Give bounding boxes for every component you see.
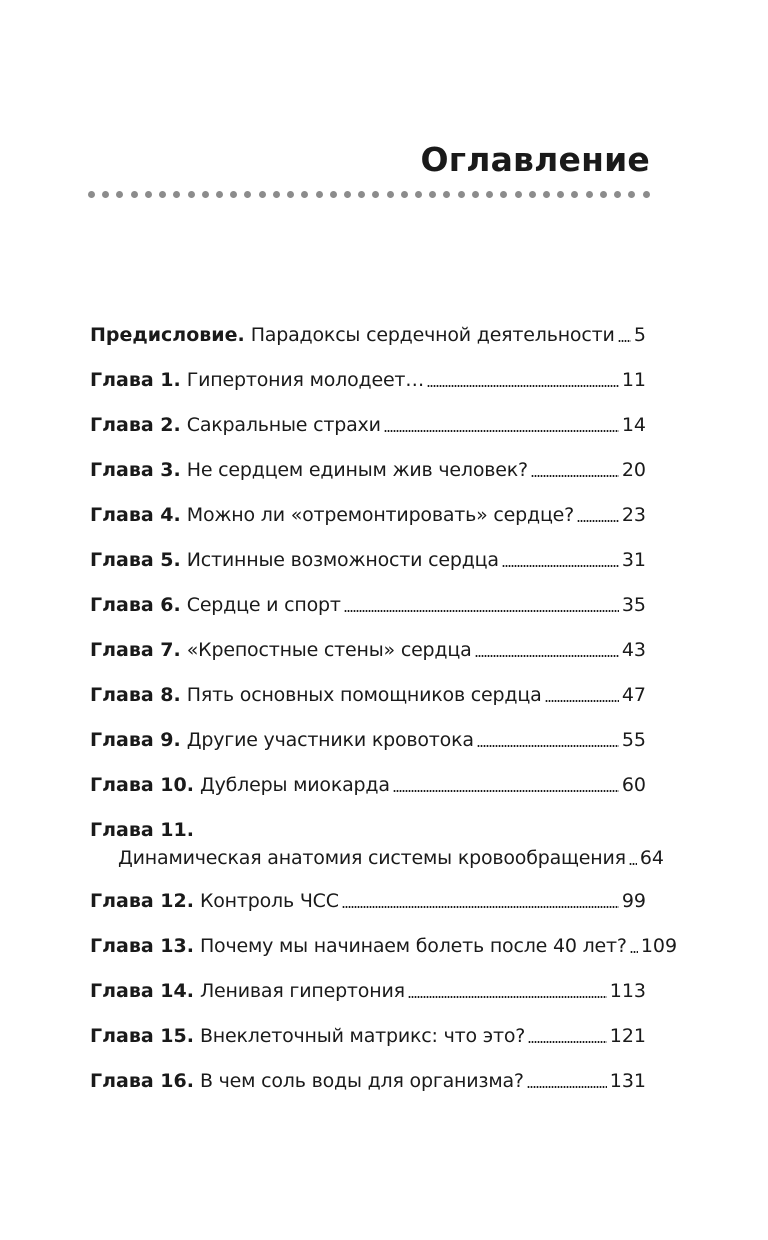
toc-entry-page: 23 bbox=[621, 504, 646, 526]
toc-entry-title: Не сердцем единым жив человек? bbox=[186, 459, 528, 481]
toc-entry-label: Глава 9. bbox=[90, 729, 181, 751]
toc-entry-label: Предисловие. bbox=[90, 324, 245, 346]
toc-entry-page: 99 bbox=[621, 890, 646, 912]
toc-entry-chapter-16[interactable] bbox=[90, 1068, 646, 1094]
divider-dot bbox=[102, 191, 109, 198]
divider-dot bbox=[273, 191, 280, 198]
dot-leader bbox=[527, 1086, 607, 1088]
dot-leader bbox=[528, 1041, 607, 1043]
toc-entry-page: 31 bbox=[621, 549, 646, 571]
dot-leader bbox=[629, 863, 637, 865]
dot-leader bbox=[545, 700, 619, 702]
dot-leader bbox=[384, 430, 619, 432]
divider-dot bbox=[586, 191, 593, 198]
divider-dot bbox=[486, 191, 493, 198]
toc-entry-label: Глава 15. bbox=[90, 1025, 194, 1047]
dot-leader bbox=[531, 475, 619, 477]
divider-dot bbox=[443, 191, 450, 198]
toc-entry-label: Глава 3. bbox=[90, 459, 181, 481]
toc-entry-chapter-4[interactable] bbox=[90, 502, 646, 528]
toc-entry-chapter-11-label[interactable]: Глава 11. bbox=[90, 819, 194, 841]
toc-entry-chapter-10[interactable] bbox=[90, 772, 646, 798]
toc-entry-page: 11 bbox=[621, 369, 646, 391]
divider-dot bbox=[116, 191, 123, 198]
toc-entry-title: Почему мы начинаем болеть после 40 лет? bbox=[199, 935, 627, 957]
toc-entry-label: Глава 4. bbox=[90, 504, 181, 526]
toc-entry-page: 20 bbox=[621, 459, 646, 481]
divider-dot bbox=[372, 191, 379, 198]
divider-dot bbox=[344, 191, 351, 198]
toc-entry-chapter-6[interactable] bbox=[90, 592, 646, 618]
dot-leader bbox=[618, 340, 631, 342]
toc-entry-chapter-13[interactable] bbox=[90, 933, 678, 959]
toc-entry-title: Парадоксы сердечной деятельности bbox=[250, 324, 615, 346]
toc-entry-page: 55 bbox=[621, 729, 646, 751]
toc-entry-title: «Крепостные стены» сердца bbox=[186, 639, 472, 661]
divider-dot bbox=[614, 191, 621, 198]
toc-entry-title: Ленивая гипертония bbox=[199, 980, 405, 1002]
divider-dot bbox=[500, 191, 507, 198]
divider-dot bbox=[429, 191, 436, 198]
toc-entry-page: 5 bbox=[633, 324, 646, 346]
toc-entry-page: 35 bbox=[621, 594, 646, 616]
dot-leader bbox=[577, 520, 619, 522]
toc-entry-title: Дублеры миокарда bbox=[199, 774, 390, 796]
dot-leader bbox=[393, 790, 619, 792]
dot-leader bbox=[408, 996, 607, 998]
toc-entry-title: Истинные возможности сердца bbox=[186, 549, 499, 571]
toc-entry-title: Другие участники кровотока bbox=[186, 729, 474, 751]
divider-dot bbox=[472, 191, 479, 198]
toc-entry-chapter-1[interactable] bbox=[90, 367, 646, 393]
divider-dot bbox=[643, 191, 650, 198]
divider-dot bbox=[244, 191, 251, 198]
dot-leader bbox=[475, 655, 619, 657]
toc-entry-label: Глава 14. bbox=[90, 980, 194, 1002]
divider-dot bbox=[131, 191, 138, 198]
divider-dot bbox=[571, 191, 578, 198]
divider-dot bbox=[557, 191, 564, 198]
divider-dot bbox=[600, 191, 607, 198]
toc-entry-preface[interactable] bbox=[90, 322, 646, 348]
toc-entry-label: Глава 10. bbox=[90, 774, 194, 796]
toc-entry-title: Можно ли «отремонтировать» сердце? bbox=[186, 504, 575, 526]
toc-entry-label: Глава 1. bbox=[90, 369, 181, 391]
dot-leader bbox=[630, 951, 638, 953]
toc-entry-page: 14 bbox=[621, 414, 646, 436]
toc-entry-page: 60 bbox=[621, 774, 646, 796]
divider-dot bbox=[330, 191, 337, 198]
dotted-divider bbox=[88, 189, 650, 199]
toc-entry-chapter-2[interactable] bbox=[90, 412, 646, 438]
toc-entry-chapter-11[interactable] bbox=[90, 845, 665, 871]
toc-entry-page: 47 bbox=[621, 684, 646, 706]
toc-entry-chapter-3[interactable] bbox=[90, 457, 646, 483]
toc-entry-label: Глава 16. bbox=[90, 1070, 194, 1092]
toc-entry-page: 64 bbox=[639, 847, 665, 869]
toc-entry-chapter-8[interactable] bbox=[90, 682, 646, 708]
toc-entry-page: 131 bbox=[609, 1070, 646, 1092]
divider-dot bbox=[88, 191, 95, 198]
divider-dot bbox=[287, 191, 294, 198]
divider-dot bbox=[259, 191, 266, 198]
toc-entry-title: В чем соль воды для организма? bbox=[199, 1070, 524, 1092]
dot-leader bbox=[342, 906, 619, 908]
divider-dot bbox=[401, 191, 408, 198]
toc-entry-title: Гипертония молодеет… bbox=[186, 369, 425, 391]
toc-entry-label: Глава 7. bbox=[90, 639, 181, 661]
divider-dot bbox=[529, 191, 536, 198]
page-title: Оглавление bbox=[420, 140, 650, 179]
dot-leader bbox=[427, 385, 619, 387]
toc-entry-chapter-7[interactable] bbox=[90, 637, 646, 663]
toc-entry-title: Контроль ЧСС bbox=[199, 890, 339, 912]
toc-entry-label: Глава 6. bbox=[90, 594, 181, 616]
divider-dot bbox=[415, 191, 422, 198]
toc-entry-label: Глава 13. bbox=[90, 935, 194, 957]
toc-entry-label: Глава 8. bbox=[90, 684, 181, 706]
divider-dot bbox=[202, 191, 209, 198]
divider-dot bbox=[145, 191, 152, 198]
toc-entry-label: Глава 5. bbox=[90, 549, 181, 571]
divider-dot bbox=[628, 191, 635, 198]
toc-entry-page: 121 bbox=[609, 1025, 646, 1047]
divider-dot bbox=[230, 191, 237, 198]
toc-entry-label: Глава 2. bbox=[90, 414, 181, 436]
toc-entry-page: 109 bbox=[640, 935, 678, 957]
toc-entry-page: 113 bbox=[609, 980, 646, 1002]
divider-dot bbox=[543, 191, 550, 198]
toc-entry-chapter-5[interactable] bbox=[90, 547, 646, 573]
divider-dot bbox=[458, 191, 465, 198]
divider-dot bbox=[188, 191, 195, 198]
divider-dot bbox=[387, 191, 394, 198]
toc-entry-chapter-12[interactable] bbox=[90, 888, 646, 914]
divider-dot bbox=[316, 191, 323, 198]
divider-dot bbox=[173, 191, 180, 198]
divider-dot bbox=[301, 191, 308, 198]
toc-entry-title: Динамическая анатомия системы кровообращения bbox=[118, 847, 626, 869]
toc-entry-chapter-14[interactable] bbox=[90, 978, 646, 1004]
divider-dot bbox=[358, 191, 365, 198]
toc-entry-chapter-15[interactable] bbox=[90, 1023, 646, 1049]
toc-entry-title: Сакральные страхи bbox=[186, 414, 381, 436]
dot-leader bbox=[502, 565, 619, 567]
divider-dot bbox=[216, 191, 223, 198]
toc-entry-title: Сердце и спорт bbox=[186, 594, 341, 616]
toc-entry-title: Пять основных помощников сердца bbox=[186, 684, 542, 706]
toc-entry-page: 43 bbox=[621, 639, 646, 661]
toc-entry-title: Внеклеточный матрикс: что это? bbox=[199, 1025, 526, 1047]
divider-dot bbox=[515, 191, 522, 198]
toc-entry-chapter-9[interactable] bbox=[90, 727, 646, 753]
toc-entry-label: Глава 12. bbox=[90, 890, 194, 912]
divider-dot bbox=[159, 191, 166, 198]
dot-leader bbox=[477, 745, 619, 747]
dot-leader bbox=[344, 610, 619, 612]
